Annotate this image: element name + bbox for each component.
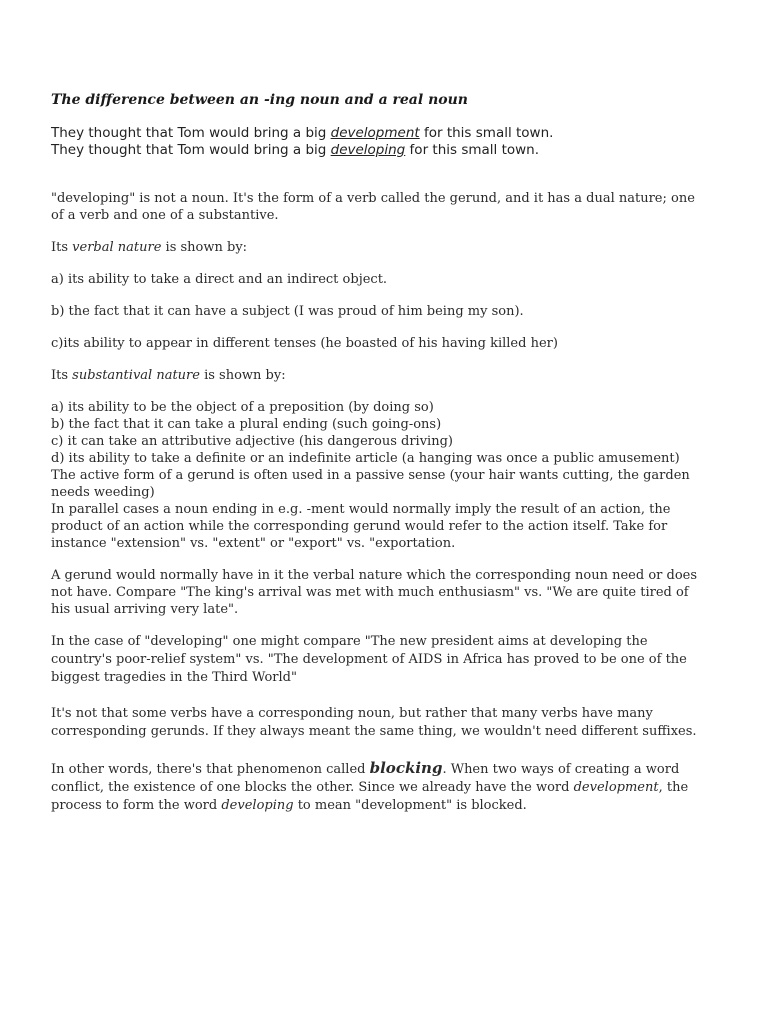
example-sentence-2 (51, 142, 553, 159)
substantival-nature-heading (51, 367, 711, 384)
heading-text: is shown by: (161, 240, 248, 255)
article-body (51, 190, 711, 833)
verbal-nature-heading (51, 239, 711, 256)
paragraph-text: . When two ways of creating a word conflict, the existence of one blocks the other. Since we already have the word (51, 762, 680, 795)
paragraph-text: to mean "development" is blocked. (293, 798, 527, 813)
verbal-item: b) the fact that it can have a subject (I was proud of him being my son). (51, 304, 524, 319)
paragraph-text: In other words, there's that phenomenon called (51, 762, 370, 777)
example-sentence-1 (51, 125, 553, 142)
verbal-item: a) its ability to take a direct and an indirect object. (51, 272, 388, 287)
example-text: for this small town. (405, 142, 540, 158)
substantival-item: d) its ability to take a definite or an indefinite article (a hanging was once a public amusement) (51, 451, 680, 466)
word-developing: developing (221, 798, 294, 813)
example-text: They thought that Tom would bring a big (51, 142, 331, 158)
paragraph-text: , the process to form the word (51, 780, 689, 813)
paragraph-gerund-verbal: A gerund would normally have in it the verbal nature which the corresponding noun need or does not have. Compare "The king's arrival was met with much enthusiasm" vs. "We are quite tired of his usual arriving very late". (51, 568, 698, 617)
blocking-term: blocking (369, 759, 443, 777)
example-word-developing: developing (330, 142, 406, 158)
substantival-item: a) its ability to be the object of a preposition (by doing so) (51, 400, 434, 415)
substantival-item: In parallel cases a noun ending in e.g. -ment would normally imply the result of an action, the product of an action while the corresponding gerund would refer to the action itself. Take for instance "extension" vs. "extent" or "export" vs. "exportation. (51, 502, 671, 551)
paragraph-blocking (51, 759, 711, 815)
substantival-item: The active form of a gerund is often used in a passive sense (your hair wants cutting, the garden needs weeding) (51, 468, 690, 500)
page-title: The difference between an -ing noun and a real noun (51, 92, 468, 108)
paragraph-corresponding-gerunds: It's not that some verbs have a corresponding noun, but rather that many verbs have many corresponding gerunds. If they always meant the same thing, we wouldn't need different suffixes. (51, 706, 697, 739)
example-text: They thought that Tom would bring a big (51, 125, 331, 141)
heading-text: is shown by: (199, 368, 286, 383)
example-word-development: development (330, 125, 420, 141)
heading-text: Its (51, 368, 73, 383)
paragraph-gerund-intro: "developing" is not a noun. It's the form of a verb called the gerund, and it has a dual nature; one of a verb and one of a substantive. (51, 191, 695, 223)
verbal-item: c)its ability to appear in different tenses (he boasted of his having killed her) (51, 336, 558, 351)
substantival-nature-term: substantival nature (72, 368, 200, 383)
paragraph-developing-compare: In the case of "developing" one might compare "The new president aims at developing the country's poor-relief system" vs. "The development of AIDS in Africa has proved to be one of the biggest tragedies in the Third World" (51, 634, 687, 685)
verbal-nature-term: verbal nature (72, 240, 162, 255)
example-sentences (51, 125, 553, 159)
substantival-item: c) it can take an attributive adjective (his dangerous driving) (51, 434, 453, 449)
substantival-item: b) the fact that it can take a plural ending (such going-ons) (51, 417, 442, 432)
word-development: development (573, 780, 659, 795)
example-text: for this small town. (419, 125, 554, 141)
heading-text: Its (51, 240, 73, 255)
